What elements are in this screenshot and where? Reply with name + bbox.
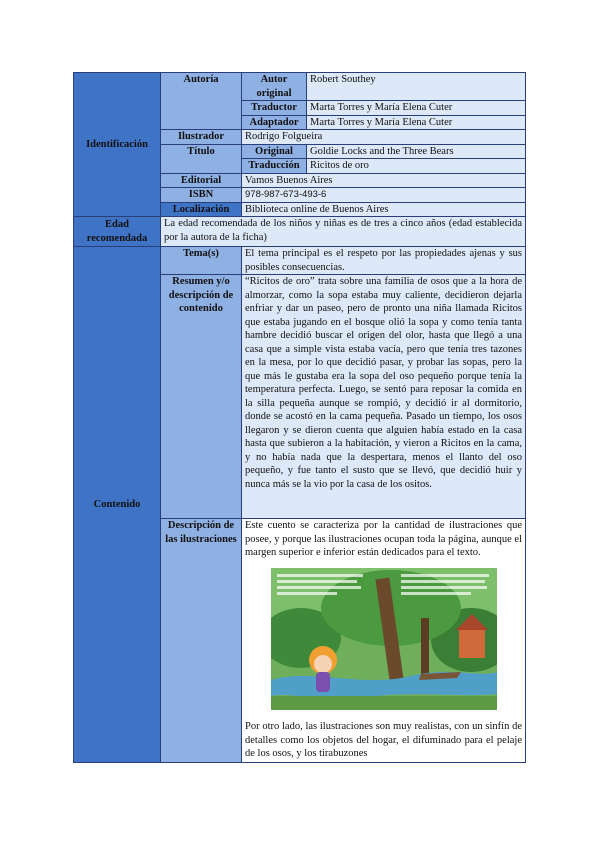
ilustraciones-text-2: Por otro lado, las ilustraciones son muy realistas, con un sinfín de detalles como los objetos del hogar, el difuminado para el pelaje de los osos, y los tirabuzones <box>245 721 522 759</box>
editorial-value: Vamos Buenos Aires <box>242 173 526 188</box>
ilustrador-label: Ilustrador <box>161 130 242 145</box>
traduccion-value: Ricitos de oro <box>307 159 526 174</box>
autor-original-value: Robert Southey <box>307 73 526 101</box>
tema-label: Tema(s) <box>161 247 242 275</box>
ilustraciones-label: Descripción de las ilustraciones <box>161 519 242 763</box>
traduccion-label: Traducción <box>242 159 307 174</box>
localizacion-label: Localización <box>161 202 242 217</box>
contenido-label: Contenido <box>74 247 161 763</box>
original-value: Goldie Locks and the Three Bears <box>307 144 526 159</box>
story-illustration <box>245 568 522 715</box>
isbn-value: 978-987-673-493-6 <box>242 188 526 203</box>
autor-original-label: Autor original <box>242 73 307 101</box>
ilustraciones-cell <box>242 519 526 763</box>
ilustrador-value: Rodrigo Folgueira <box>242 130 526 145</box>
resumen-value: “Ricitos de oro” trata sobre una familia de osos que a la hora de almorzar, como la sopa estaba muy caliente, decidieron dejarla enfriar y dar un paseo, pero de pronto una niña llamada Ricitos que estaba jugando en el bosque olió la sopa y como tenía tanta hambre decidió buscar el origen del olor, hasta que llegó a una casa que a simple vista estaba vacía, pero que tenía tres tazones en la mesa, por lo que decidió pasar, y probar las sopas, pero la que más le gustaba era la sopa del oso pequeño porque tenía la temperatura perfecta. Luego, se sentó para reposar la comida en la silla pequeña aunque se rompió, y decidió ir al dormitorio, donde se acostó en la cama pequeña. Pasado un tiempo, los osos llegaron y se dieron cuenta que alguien había estado en la casa hasta que subieron a la habitación, y vieron a Ricitos en la cama, y no había nada que la despertara, menos el llanto del oso pequeño, y fue tanto el susto que se llevó, que decidió huir y nunca más se la vio por la casa de los ositos. <box>242 275 526 519</box>
traductor-label: Traductor <box>242 101 307 116</box>
adaptador-value: Marta Torres y María Elena Cuter <box>307 115 526 130</box>
autoria-label: Autoría <box>161 73 242 130</box>
book-record-table <box>73 72 526 763</box>
editorial-label: Editorial <box>161 173 242 188</box>
edad-value: La edad recomendada de los niños y niñas es de tres a cinco años (edad establecida por la autora de la ficha) <box>161 217 526 247</box>
original-label: Original <box>242 144 307 159</box>
resumen-label: Resumen y/o descripción de contenido <box>161 275 242 519</box>
localizacion-value: Biblioteca online de Buenos Aires <box>242 202 526 217</box>
isbn-label: ISBN <box>161 188 242 203</box>
tema-value: El tema principal es el respeto por las propiedades ajenas y sus posibles consecuencias. <box>242 247 526 275</box>
adaptador-label: Adaptador <box>242 115 307 130</box>
titulo-label: Título <box>161 144 242 173</box>
traductor-value: Marta Torres y María Elena Cuter <box>307 101 526 116</box>
edad-label: Edad recomendada <box>74 217 161 247</box>
ilustraciones-text-1: Este cuento se caracteriza por la cantidad de ilustraciones que posee, y porque las ilustraciones ocupan toda la página, aunque el margen superior e inferior están dedicados para el texto. <box>245 520 522 558</box>
identificacion-label: Identificación <box>74 73 161 217</box>
forest-scene-image <box>271 568 497 710</box>
